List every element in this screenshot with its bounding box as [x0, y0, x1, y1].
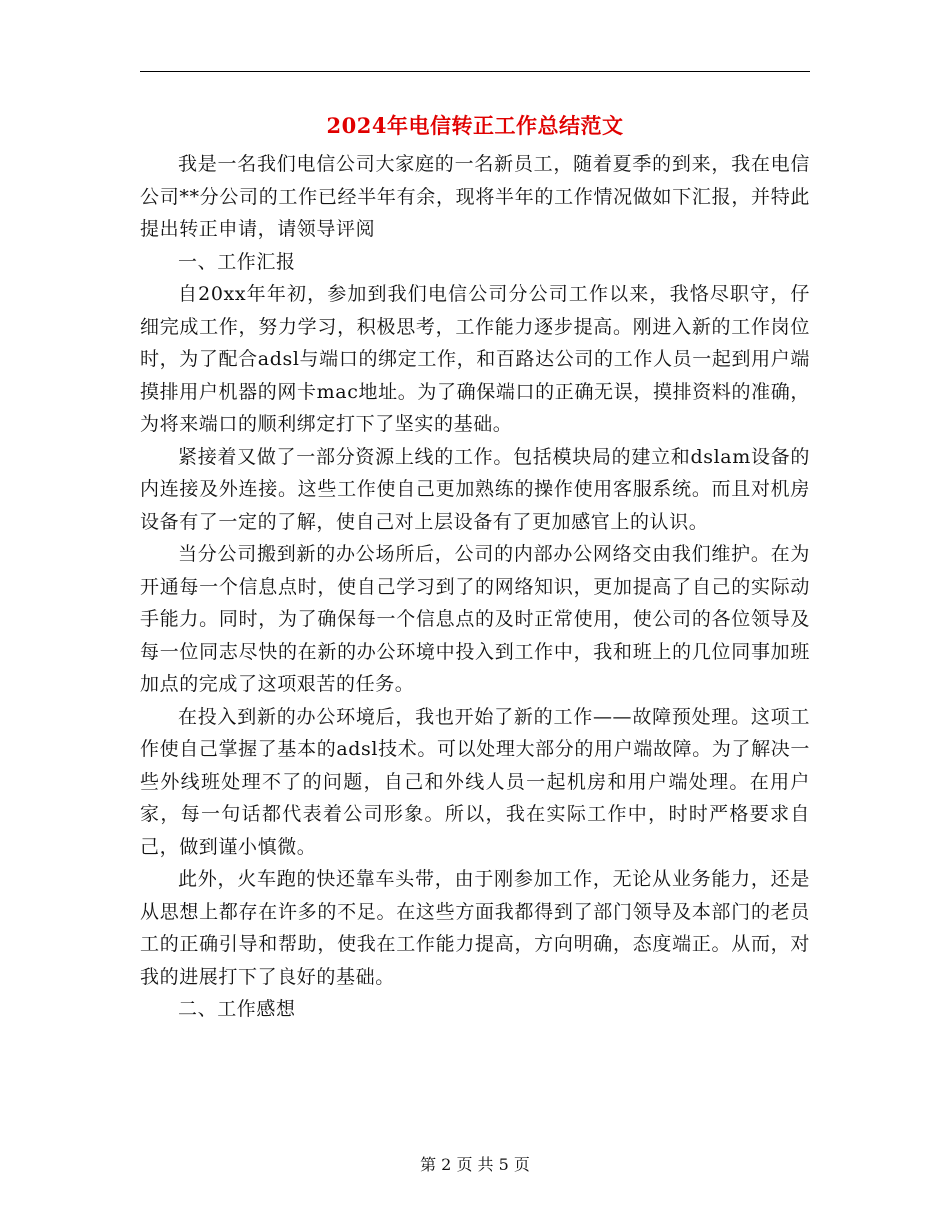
header-rule	[140, 71, 810, 72]
paragraph-resources: 紧接着又做了一部分资源上线的工作。包括模块局的建立和dslam设备的内连接及外连接。这些工作使自己更加熟练的操作使用客服系统。而且对机房设备有了一定的了解，使自己对上层设备有了更加感官上的认识。	[140, 445, 810, 533]
section-heading-work-report: 一、工作汇报	[178, 250, 296, 273]
paragraph-guidance: 此外，火车跑的快还靠车头带，由于刚参加工作，无论从业务能力，还是从思想上都存在许多的不足。在这些方面我都得到了部门领导及本部门的老员工的正确引导和帮助，使我在工作能力提高，方向明确，态度端正。从而，对我的进展打下了良好的基础。	[140, 868, 810, 988]
page-footer: 第 2 页 共 5 页	[420, 1155, 530, 1174]
paragraph-office-network: 当分公司搬到新的办公场所后，公司的内部办公网络交由我们维护。在为开通每一个信息点时，使自己学习到了的网络知识，更加提高了自己的实际动手能力。同时，为了确保每一个信息点的及时正常使用，使公司的各位领导及每一位同志尽快的在新的办公环境中投入到工作中，我和班上的几位同事加班加点的完成了这项艰苦的任务。	[140, 543, 810, 695]
paragraph-intro: 我是一名我们电信公司大家庭的一名新员工，随着夏季的到来，我在电信公司**分公司的工作已经半年有余，现将半年的工作情况做如下汇报，并特此提出转正申请，请领导评阅	[140, 153, 810, 240]
section-heading-work-thoughts: 二、工作感想	[178, 998, 296, 1020]
paragraph-fault-handling: 在投入到新的办公环境后，我也开始了新的工作——故障预处理。这项工作使自己掌握了基本的adsl技术。可以处理大部分的用户端故障。为了解决一些外线班处理不了的问题，自己和外线人员一起机房和用户端处理。在用户家，每一句话都代表着公司形象。所以，我在实际工作中，时时严格要求自己，做到谨小慎微。	[140, 705, 810, 858]
document-body	[140, 148, 810, 1026]
paragraph-work-report: 自20xx年年初，参加到我们电信公司分公司工作以来，我恪尽职守，仔细完成工作，努力学习，积极思考，工作能力逐步提高。刚进入新的工作岗位时，为了配合adsl与端口的绑定工作，和百路达公司的工作人员一起到用户端摸排用户机器的网卡mac地址。为了确保端口的正确无误，摸排资料的准确，为将来端口的顺利绑定打下了坚实的基础。	[140, 283, 810, 435]
document-title: 2024年电信转正工作总结范文	[326, 113, 624, 138]
